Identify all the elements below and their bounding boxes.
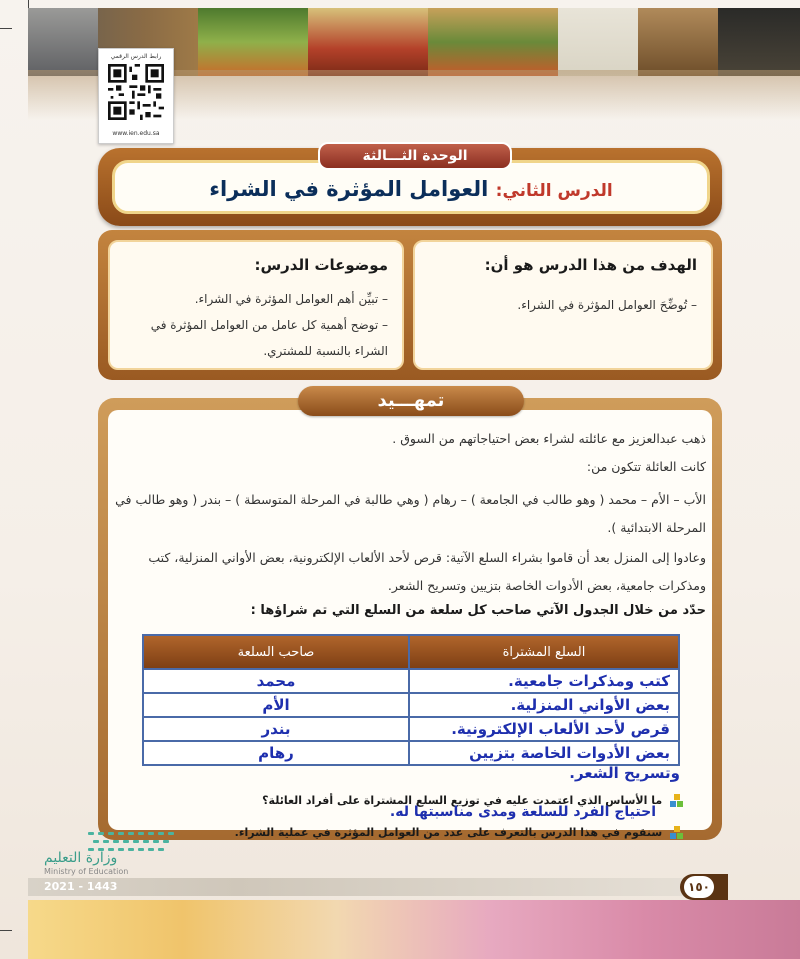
goods-answer-continuation: وتسريح الشعر. <box>569 764 680 782</box>
owner-answer[interactable]: محمد <box>143 669 409 693</box>
intro-paragraph: كانت العائلة تتكون من: <box>586 459 706 474</box>
intro-paragraph: ذهب عبدالعزيز مع عائلته لشراء بعض احتياجاتهم من السوق . <box>392 431 706 446</box>
intro-heading: تمهـــيد <box>298 386 524 416</box>
table-row <box>143 669 679 693</box>
goods-answer[interactable]: قرص لأحد الألعاب الإلكترونية. <box>409 717 679 741</box>
header-owner: صاحب السلعة <box>143 635 409 669</box>
goal-item: – تُوضِّحَ العوامل المؤثرة في الشراء. <box>517 298 697 312</box>
owner-answer[interactable]: بندر <box>143 717 409 741</box>
handwritten-answer: احتياج الفرد للسلعة ومدى مناسبتها له. <box>389 804 656 820</box>
edition-year: 2021 - 1443 <box>44 880 118 893</box>
page-number: ١٥٠ <box>684 876 714 898</box>
qr-label: رابط الدرس الرقمي <box>110 53 162 60</box>
intro-paragraph: وعادوا إلى المنزل بعد أن قاموا بشراء السلع الآتية: قرص لأحد الألعاب الإلكترونية، بعض الأواني المنزلية، كتب ومذكرات جامعية، بعض الأدوات الخاصة بتزيين وتسريح الشعر. <box>148 550 706 593</box>
question-row <box>200 826 684 840</box>
ministry-logo-icon <box>44 808 184 888</box>
topics-heading: موضوعات الدرس: <box>254 256 388 274</box>
bottom-decoration <box>28 900 800 959</box>
cubes-icon <box>670 826 684 840</box>
goods-answer[interactable]: كتب ومذكرات جامعية. <box>409 669 679 693</box>
table-row <box>143 717 679 741</box>
lesson-title <box>115 163 707 217</box>
lesson-prefix: الدرس الثاني: <box>495 181 613 201</box>
table-row <box>143 693 679 717</box>
goal-box <box>413 240 713 370</box>
intro-paragraph: الأب – الأم – محمد ( وهو طالب في الجامعة ) – رهام ( وهي طالبة في المرحلة المتوسطة ) – بندر ( وهو طالب في المرحلة الابتدائية ). <box>115 492 706 535</box>
qr-code-icon[interactable] <box>108 64 164 120</box>
ministry-name-en: Ministry of Education <box>44 867 129 876</box>
table-header-row <box>143 635 679 669</box>
topics-item: – تبيِّن أهم العوامل المؤثرة في الشراء. <box>194 292 388 306</box>
qr-url[interactable]: www.ien.edu.sa <box>112 130 160 137</box>
ministry-name-ar: وزارة التعليم <box>44 850 118 866</box>
footer-band <box>28 878 728 896</box>
table-row <box>143 741 679 765</box>
goods-answer[interactable]: بعض الأواني المنزلية. <box>409 693 679 717</box>
header-goods: السلع المشتراة <box>409 635 679 669</box>
crop-mark <box>0 28 12 29</box>
lesson-main-title: العوامل المؤثرة في الشراء <box>209 177 489 201</box>
unit-label: الوحدة الثـــالثة <box>318 142 512 170</box>
qr-card[interactable] <box>98 48 174 144</box>
topics-box <box>108 240 404 370</box>
owner-answer[interactable]: الأم <box>143 693 409 717</box>
question-text: ما الأساس الذي اعتمدت عليه في توزيع السلع المشتراة على أفراد العائلة؟ <box>262 794 663 807</box>
goods-answer[interactable]: بعض الأدوات الخاصة بتزيين <box>409 741 679 765</box>
owner-answer[interactable]: رهام <box>143 741 409 765</box>
topics-item: – توضح أهمية كل عامل من العوامل المؤثرة في الشراء بالنسبة للمشتري. <box>150 318 388 358</box>
goods-table <box>142 634 680 766</box>
crop-mark <box>0 930 12 931</box>
instruction: حدّد من خلال الجدول الآتي صاحب كل سلعة من السلع التي تم شراؤها : <box>250 603 706 618</box>
cubes-icon <box>670 794 684 808</box>
goal-heading: الهدف من هذا الدرس هو أن: <box>484 256 697 274</box>
question-text: سنقوم في هذا الدرس بالتعرف على عدد من العوامل المؤثرة في عملية الشراء. <box>234 826 663 839</box>
